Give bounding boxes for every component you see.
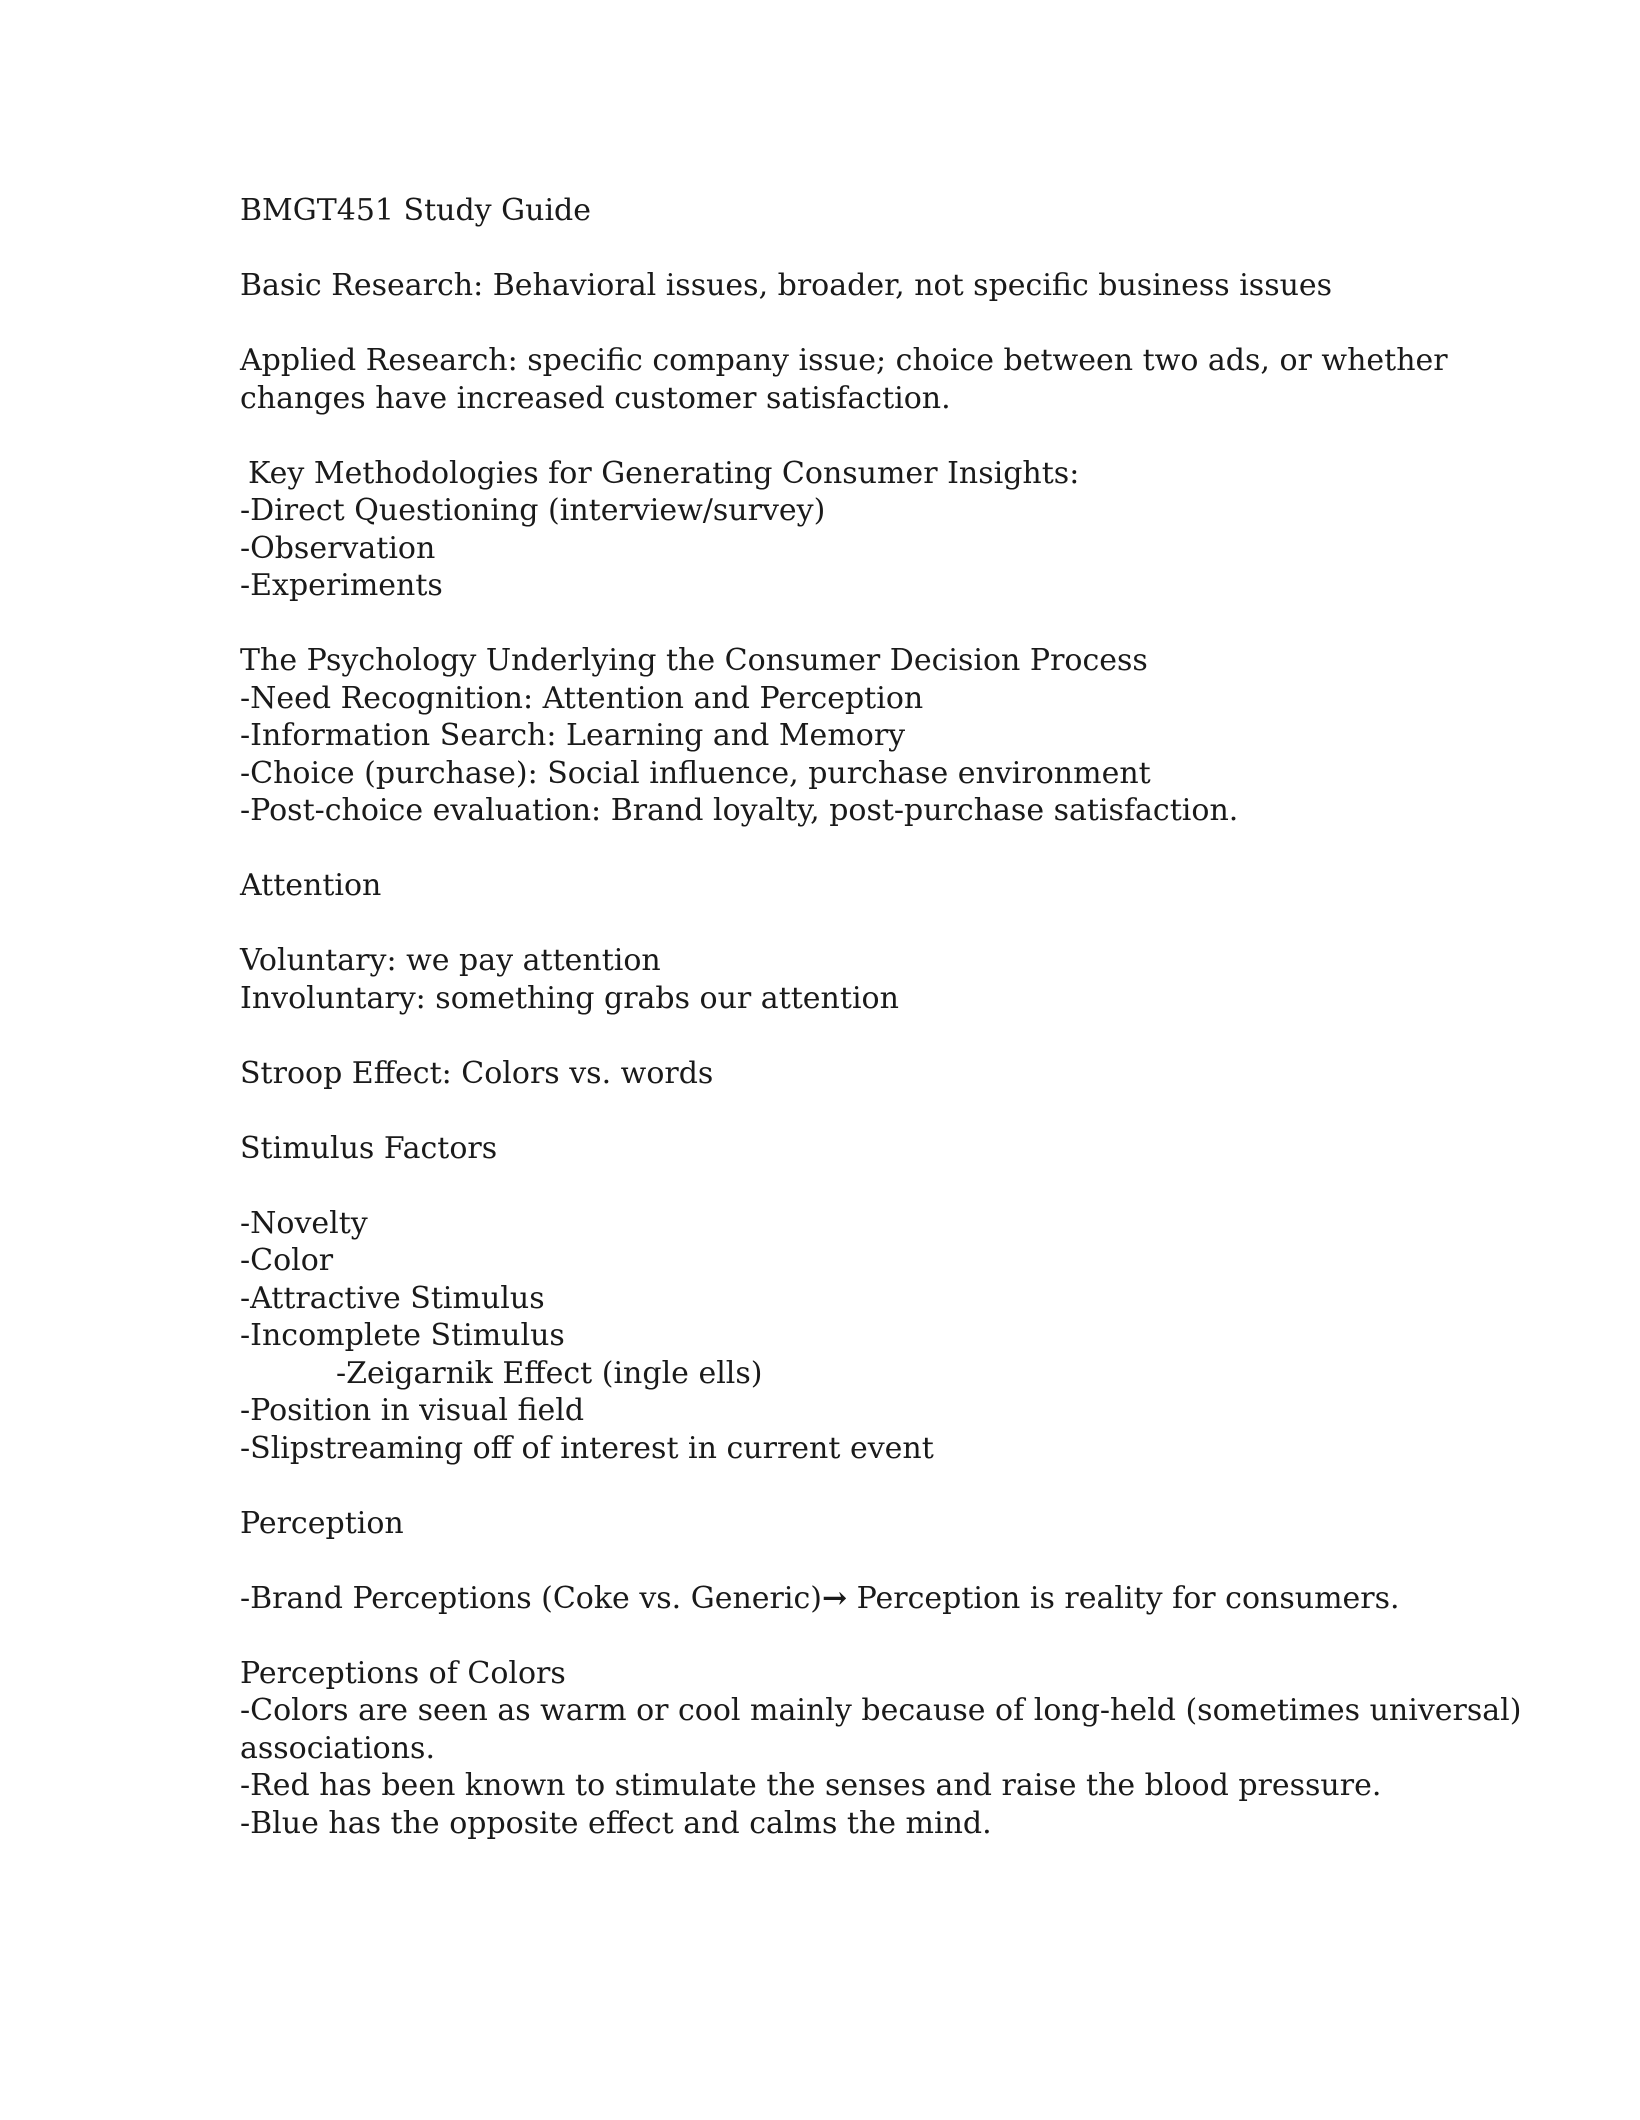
- stimulus-subitem: -Zeigarnik Effect (ingle ells): [336, 1355, 763, 1391]
- methodology-item: -Observation: [240, 530, 436, 566]
- psychology-item: -Information Search: Learning and Memory: [240, 718, 906, 753]
- applied-research-line-2: changes have increased customer satisfaction.: [240, 380, 951, 416]
- colors-heading: Perceptions of Colors: [240, 1655, 566, 1691]
- psychology-item: -Need Recognition: Attention and Perception: [240, 680, 924, 716]
- blank-line: [240, 305, 1470, 343]
- perception-heading: Perception: [240, 1505, 404, 1541]
- basic-research-definition: Basic Research: Behavioral issues, broader, not specific business issues: [240, 268, 1333, 303]
- colors-line: associations.: [240, 1730, 435, 1766]
- right-arrow-icon: →: [821, 1580, 848, 1616]
- methodology-item: -Direct Questioning (interview/survey): [240, 493, 826, 528]
- stimulus-item: -Incomplete Stimulus: [240, 1318, 565, 1353]
- blank-line: [240, 830, 1470, 868]
- blank-line: [240, 1167, 1470, 1205]
- stimulus-heading: Stimulus Factors: [240, 1130, 498, 1166]
- brand-perceptions-line: [240, 1580, 1470, 1618]
- blank-line: [240, 1542, 1470, 1580]
- involuntary-attention: Involuntary: something grabs our attention: [240, 980, 899, 1016]
- stimulus-item: -Slipstreaming off of interest in current event: [240, 1430, 934, 1466]
- stroop-effect: Stroop Effect: Colors vs. words: [240, 1055, 714, 1091]
- attention-heading: Attention: [240, 868, 382, 903]
- psychology-heading: The Psychology Underlying the Consumer Decision Process: [240, 643, 1148, 678]
- methodologies-heading: Key Methodologies for Generating Consumer Insights:: [248, 455, 1080, 491]
- stimulus-item: -Novelty: [240, 1205, 368, 1241]
- document-body: [240, 192, 1522, 1842]
- blank-line: [240, 1092, 1470, 1130]
- perception-reality-text: Perception is reality for consumers.: [847, 1580, 1400, 1616]
- colors-line: -Blue has the opposite effect and calms the mind.: [240, 1805, 992, 1841]
- blank-line: [240, 417, 1470, 455]
- blank-line: [240, 230, 1470, 268]
- blank-line: [240, 605, 1470, 643]
- blank-line: [240, 1017, 1470, 1055]
- document-title: BMGT451 Study Guide: [240, 193, 591, 228]
- stimulus-item: -Color: [240, 1243, 334, 1278]
- blank-line: [240, 1617, 1470, 1655]
- methodology-item: -Experiments: [240, 568, 443, 603]
- blank-line: [240, 905, 1470, 943]
- psychology-item: -Post-choice evaluation: Brand loyalty, post-purchase satisfaction.: [240, 793, 1239, 828]
- applied-research-line-1: Applied Research: specific company issue; choice between two ads, or whether: [240, 343, 1448, 378]
- colors-line: -Red has been known to stimulate the senses and raise the blood pressure.: [240, 1768, 1382, 1803]
- voluntary-attention: Voluntary: we pay attention: [240, 943, 661, 978]
- brand-perceptions-text: -Brand Perceptions (Coke vs. Generic): [240, 1580, 822, 1616]
- blank-line: [240, 1467, 1470, 1505]
- stimulus-item: -Position in visual field: [240, 1393, 585, 1428]
- psychology-item: -Choice (purchase): Social influence, purchase environment: [240, 755, 1151, 791]
- stimulus-item: -Attractive Stimulus: [240, 1280, 545, 1316]
- colors-line: -Colors are seen as warm or cool mainly because of long-held (sometimes universal): [240, 1693, 1522, 1728]
